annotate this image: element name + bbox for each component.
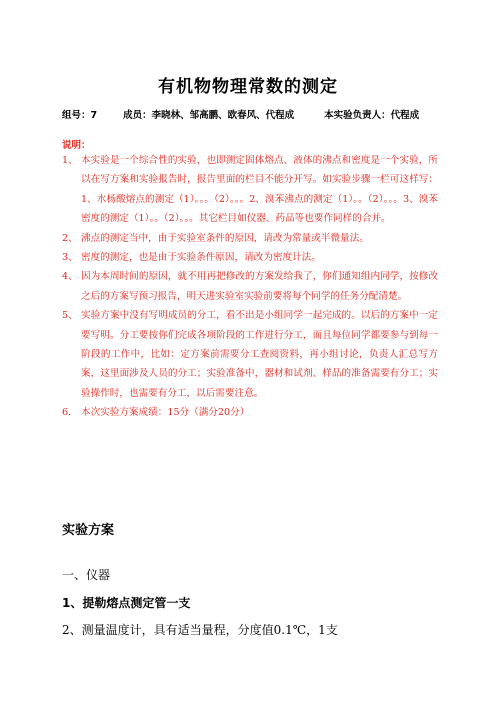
notes-list	[62, 151, 438, 423]
apparatus-item: 1、提勒熔点测定管一支	[62, 596, 191, 610]
notes-heading: 说明：	[62, 140, 91, 151]
note-text: 实验方案中没有写明成员的分工，看不出是小组同学一起完成的。以后的方案中一定要写明。分工要按你们完成各项阶段的工作进行分工，而且每位同学都要参与到每一阶段的工作中，比如：定方案前需要分工查阅资料，再小组讨论，负责人汇总写方案，这里面涉及人员的分工；实验准备中，器材和试剂、样品的准备需要有分工；实验操作时，也需要有分工，以后需要注意。	[81, 310, 438, 399]
note-item	[62, 306, 438, 403]
experiment-leader: 本实验负责人：代程成	[324, 110, 420, 121]
group-members: 成员：李晓林、邹高鹏、欧春风、代程成	[123, 110, 295, 121]
note-text: 本实验是一个综合性的实验，也即测定固体熔点、液体的沸点和密度是一个实验，所以在写方案和实验报告时，报告里面的栏目不能分开写。如实验步骤一栏可这样写：1、水杨酸熔点的测定（1）。。。（2）。。。2、溴苯沸点的测定（1）。。（2）。。。3、溴苯密度的测定（1）。。（2）。。。其它栏目如仪器、药品等也要作同样的合并。	[81, 155, 438, 225]
note-text: 本次实验方案成绩：15分（满分20分）	[81, 407, 250, 419]
note-number: 2、	[62, 232, 78, 244]
note-number: 4、	[62, 271, 78, 283]
note-item	[62, 248, 438, 267]
group-info	[62, 109, 440, 123]
note-number: 1、	[62, 155, 78, 166]
note-number: 5、	[62, 310, 78, 322]
subsection-heading: 一、仪器	[62, 568, 111, 582]
note-text: 密度的测定，也是由于实验条件原因，请改为密度计法。	[81, 252, 321, 264]
note-item	[62, 151, 438, 229]
note-text: 因为本周时间的原因，就不用再把修改的方案发给我了，你们通知组内同学，按修改之后的方案写预习报告，明天进实验室实验前要将每个同学的任务分配清楚。	[81, 271, 438, 302]
note-item	[62, 229, 438, 248]
note-number: 6.	[62, 407, 72, 419]
note-text: 沸点的测定当中，由于实验室条件的原因，请改为常量或半微量法。	[81, 232, 369, 244]
note-item	[62, 267, 438, 306]
document-title: 有机物物理常数的测定	[158, 77, 338, 97]
note-number: 3、	[62, 252, 78, 264]
note-item	[62, 403, 438, 422]
group-number: 组号：7	[62, 110, 98, 121]
plan-heading: 实验方案	[62, 523, 115, 538]
apparatus-item: 2、测量温度计，具有适当量程，分度值0.1℃，1支	[62, 623, 338, 637]
